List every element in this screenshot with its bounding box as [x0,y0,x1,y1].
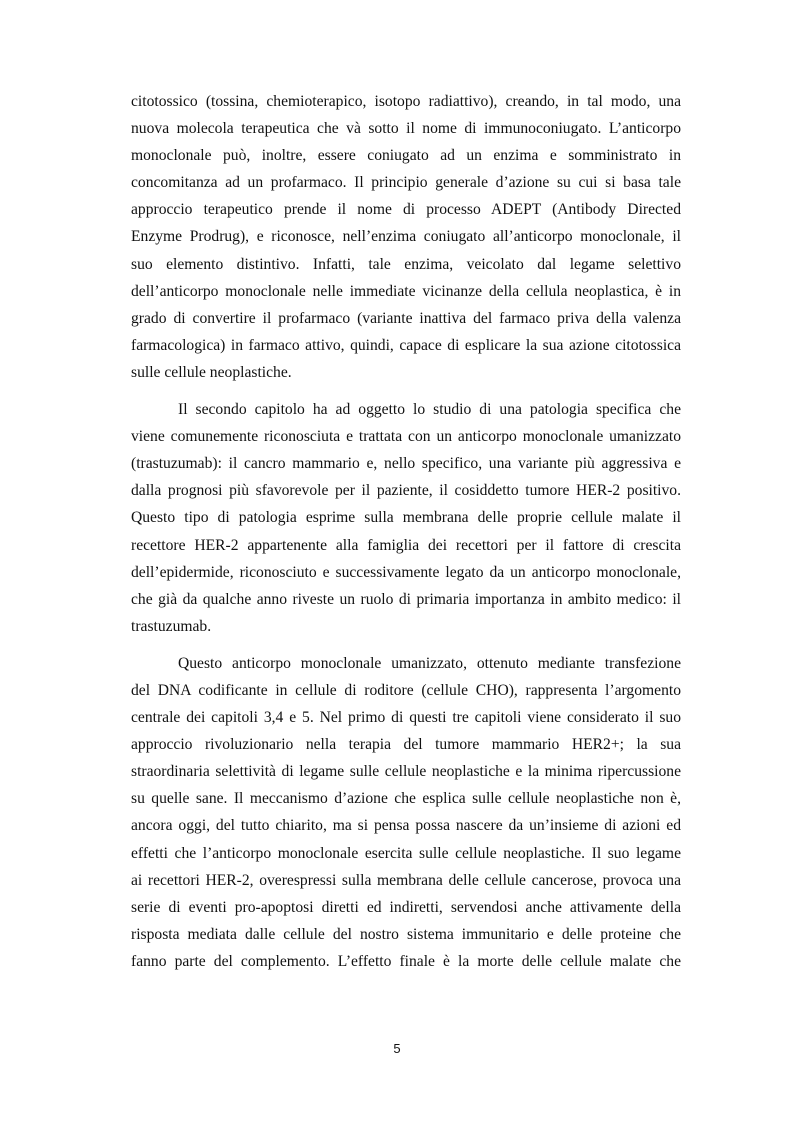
text-line: straordinaria selettività di legame sulle cellule neoplastiche e la minima ripercussione [131,763,681,781]
text-line: fanno parte del complemento. L’effetto finale è la morte delle cellule malate che [131,952,681,970]
paragraph-1 [131,88,681,386]
page-number: 5 [393,1041,401,1056]
text-line: trastuzumab. [131,617,212,635]
text-line: su quelle sane. Il meccanismo d’azione che esplica sulle cellule neoplastiche non è, [131,790,681,808]
paragraph-3 [131,650,681,975]
text-line: suo elemento distintivo. Infatti, tale enzima, veicolato dal legame selettivo [131,255,681,273]
text-line: centrale dei capitoli 3,4 e 5. Nel primo di questi tre capitoli viene considerato il suo [131,709,681,727]
text-line: dell’anticorpo monoclonale nelle immediate vicinanze della cellula neoplastica, è in [131,282,681,300]
text-line: citotossico (tossina, chemioterapico, isotopo radiattivo), creando, in tal modo, una [131,93,681,110]
text-line: nuova molecola terapeutica che và sotto il nome di immunoconiugato. L’anticorpo [131,120,681,138]
text-line: Questo anticorpo monoclonale umanizzato, ottenuto mediante transfezione [178,654,681,672]
text-line: Questo tipo di patologia esprime sulla membrana delle proprie cellule malate il [131,509,681,527]
text-line: grado di convertire il profarmaco (variante inattiva del farmaco priva della valenza [131,309,681,327]
text-line: viene comunemente riconosciuta e trattata con un anticorpo monoclonale umanizzato [131,428,681,446]
text-line: (trastuzumab): il cancro mammario e, nello specifico, una variante più aggressiva e [131,455,681,473]
paragraph-2 [131,396,681,640]
text-line: farmacologica) in farmaco attivo, quindi, capace di esplicare la sua azione citotossica [131,336,681,354]
text-line: recettore HER-2 appartenente alla famiglia dei recettori per il fattore di crescita [131,536,681,554]
text-line: risposta mediata dalle cellule del nostro sistema immunitario e delle proteine che [131,925,681,943]
text-line: concomitanza ad un profarmaco. Il principio generale d’azione su cui si basa tale [131,174,681,192]
text-line: Il secondo capitolo ha ad oggetto lo studio di una patologia specifica che [178,401,681,419]
text-line: del DNA codificante in cellule di roditore (cellule CHO), rappresenta l’argomento [131,681,681,699]
text-line: monoclonale può, inoltre, essere coniugato ad un enzima e somministrato in [131,147,681,165]
text-line: ancora oggi, del tutto chiarito, ma si pensa possa nascere da un’insieme di azioni ed [131,817,681,835]
text-line: effetti che l’anticorpo monoclonale esercita sulle cellule neoplastiche. Il suo legame [131,844,681,862]
text-line: sulle cellule neoplastiche. [131,363,292,381]
text-line: ai recettori HER-2, overespressi sulla membrana delle cellule cancerose, provoca una [131,871,681,889]
body-text [131,88,681,975]
text-line: serie di eventi pro-apoptosi diretti ed indiretti, servendosi anche attivamente della [131,898,681,916]
text-line: dell’epidermide, riconosciuto e successivamente legato da un anticorpo monoclonale, [131,563,681,581]
text-line: Enzyme Prodrug), e riconosce, nell’enzima coniugato all’anticorpo monoclonale, il [131,228,681,246]
text-line: dalla prognosi più sfavorevole per il paziente, il cosiddetto tumore HER-2 positivo. [131,482,681,500]
text-line: che già da qualche anno riveste un ruolo di primaria importanza in ambito medico: il [131,590,681,608]
text-line: approccio rivoluzionario nella terapia del tumore mammario HER2+; la sua [131,736,681,754]
text-line: approccio terapeutico prende il nome di processo ADEPT (Antibody Directed [131,201,681,219]
